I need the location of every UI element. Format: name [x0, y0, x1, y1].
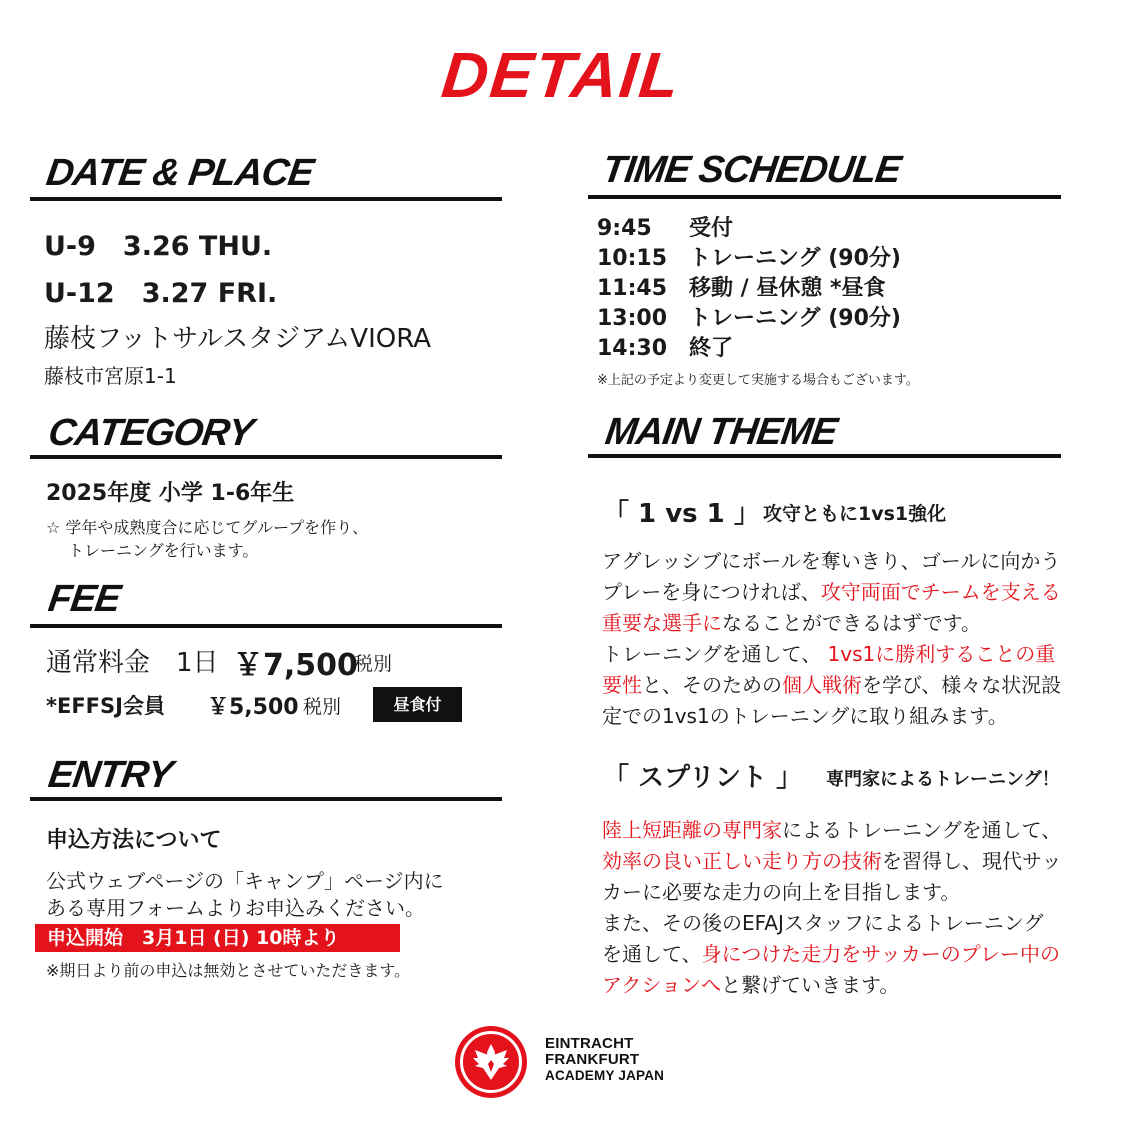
- schedule-time: 11:45: [597, 276, 668, 301]
- paragraph-line: [602, 577, 1112, 608]
- logo-text-line-3: ACADEMY JAPAN: [545, 1068, 665, 1083]
- highlight-span: 身につけた走力をサッカーのプレー中の: [701, 942, 1061, 966]
- date-place-rule: [30, 197, 502, 201]
- theme-heading: MAIN THEME: [602, 411, 840, 453]
- fee-regular-label: 通常料金 1日: [46, 648, 219, 678]
- venue-name: 藤枝フットサルスタジアムVIORA: [44, 324, 431, 354]
- schedule-time: 13:00: [597, 306, 668, 331]
- theme-2-title: 「 スプリント 」: [603, 763, 803, 793]
- fee-member-price: ￥5,500: [207, 695, 299, 720]
- schedule-rule: [588, 195, 1061, 199]
- schedule-row: [597, 241, 901, 272]
- text-span: カーに必要な走力の向上を目指します。: [602, 880, 961, 904]
- eagle-icon: [467, 1038, 515, 1086]
- logo-text-line-1: EINTRACHT: [545, 1035, 634, 1052]
- paragraph-line: [602, 815, 1112, 846]
- schedule-item: トレーニング (90分): [689, 306, 901, 331]
- highlight-span: 要性: [602, 673, 642, 697]
- venue-address: 藤枝市宮原1-1: [44, 364, 177, 388]
- schedule-heading: TIME SCHEDULE: [599, 149, 903, 191]
- paragraph-line: [602, 639, 1112, 670]
- entry-note: ※期日より前の申込は無効とさせていただきます。: [46, 961, 411, 980]
- paragraph-line: [602, 846, 1112, 877]
- category-note-1: ☆ 学年や成熟度合に応じてグループを作り、: [46, 518, 369, 537]
- theme-1-paragraph: [602, 546, 1112, 732]
- highlight-span: アクションへ: [602, 973, 721, 997]
- lunch-included-badge: 昼食付: [373, 687, 462, 722]
- theme-2-subtitle: 専門家によるトレーニング！: [826, 769, 1060, 790]
- date-place-heading: DATE & PLACE: [43, 152, 316, 194]
- eagle-logo-icon: [455, 1026, 527, 1098]
- schedule-row: [597, 331, 733, 362]
- text-span: と繋げていきます。: [721, 973, 900, 997]
- schedule-row: [597, 271, 886, 302]
- paragraph-line: [602, 970, 1112, 1001]
- theme-2-paragraph: [602, 815, 1112, 1001]
- schedule-item: 終了: [689, 336, 734, 361]
- category-rule: [30, 455, 502, 459]
- category-note-2: トレーニングを行います。: [68, 541, 259, 560]
- text-span: なることができるはずです。: [722, 611, 981, 635]
- fee-heading: FEE: [45, 578, 123, 620]
- text-span: によるトレーニングを通して、: [782, 818, 1062, 842]
- fee-regular-price: ￥7,500: [233, 648, 358, 683]
- schedule-item: 受付: [689, 216, 734, 241]
- text-span: を学び、様々な状況設: [862, 673, 1062, 697]
- schedule-note: ※上記の予定より変更して実施する場合もございます。: [597, 373, 919, 388]
- entry-rule: [30, 797, 502, 801]
- paragraph-line: [602, 939, 1112, 970]
- highlight-span: 効率の良い正しい走り方の技術: [602, 849, 882, 873]
- highlight-span: 個人戦術: [782, 673, 862, 697]
- category-grade: 2025年度 小学 1-6年生: [46, 481, 295, 506]
- theme-1-title: 「 1 vs 1 」: [603, 499, 760, 529]
- entry-heading: ENTRY: [45, 754, 175, 796]
- fee-regular-tax: 税別: [354, 653, 393, 675]
- text-span: トレーニングを通して、: [602, 642, 822, 666]
- theme-1-subtitle: 攻守ともに1vs1強化: [763, 503, 947, 525]
- text-span: と、そのための: [642, 673, 782, 697]
- highlight-span: 攻守両面でチームを支える: [820, 580, 1061, 604]
- highlight-span: 重要な選手に: [602, 611, 722, 635]
- text-span: を通して、: [602, 942, 702, 966]
- paragraph-line: [602, 608, 1112, 639]
- category-heading: CATEGORY: [45, 412, 256, 454]
- u12-date: U-12 3.27 FRI.: [44, 278, 278, 309]
- page-title: DETAIL: [438, 39, 685, 111]
- text-span: アグレッシブにボールを奪いきり、ゴールに向かう: [602, 549, 1061, 573]
- u9-date: U-9 3.26 THU.: [44, 231, 273, 262]
- entry-start-badge: 申込開始 3月1日 (日) 10時より: [35, 924, 400, 952]
- logo-text-line-2: FRANKFURT: [545, 1051, 640, 1068]
- fee-member-tax: 税別: [303, 696, 342, 718]
- paragraph-line: [602, 670, 1112, 701]
- theme-rule: [588, 454, 1061, 458]
- schedule-item: トレーニング (90分): [689, 246, 901, 271]
- paragraph-line: [602, 546, 1112, 577]
- text-span: を習得し、現代サッ: [882, 849, 1062, 873]
- schedule-time: 10:15: [597, 246, 668, 271]
- entry-line-1: 公式ウェブページの「キャンプ」ページ内に: [46, 869, 444, 893]
- schedule-item: 移動 / 昼休憩 *昼食: [689, 276, 886, 301]
- entry-subheading: 申込方法について: [46, 828, 222, 853]
- highlight-span: 1vs1に勝利することの重: [821, 642, 1056, 666]
- schedule-row: [597, 211, 733, 242]
- highlight-span: 陸上短距離の専門家: [602, 818, 782, 842]
- paragraph-line: [602, 701, 1112, 732]
- text-span: プレーを身につければ、: [602, 580, 821, 604]
- paragraph-line: [602, 877, 1112, 908]
- fee-member-label: *EFFSJ会員: [46, 694, 165, 718]
- schedule-time: 9:45: [597, 216, 652, 241]
- fee-rule: [30, 624, 502, 628]
- text-span: 定での1vs1のトレーニングに取り組みます。: [602, 704, 1008, 728]
- schedule-row: [597, 301, 901, 332]
- entry-line-2: ある専用フォームよりお申込みください。: [46, 896, 425, 920]
- text-span: また、その後のEFAJスタッフによるトレーニング: [602, 911, 1044, 935]
- paragraph-line: [602, 908, 1112, 939]
- schedule-time: 14:30: [597, 336, 668, 361]
